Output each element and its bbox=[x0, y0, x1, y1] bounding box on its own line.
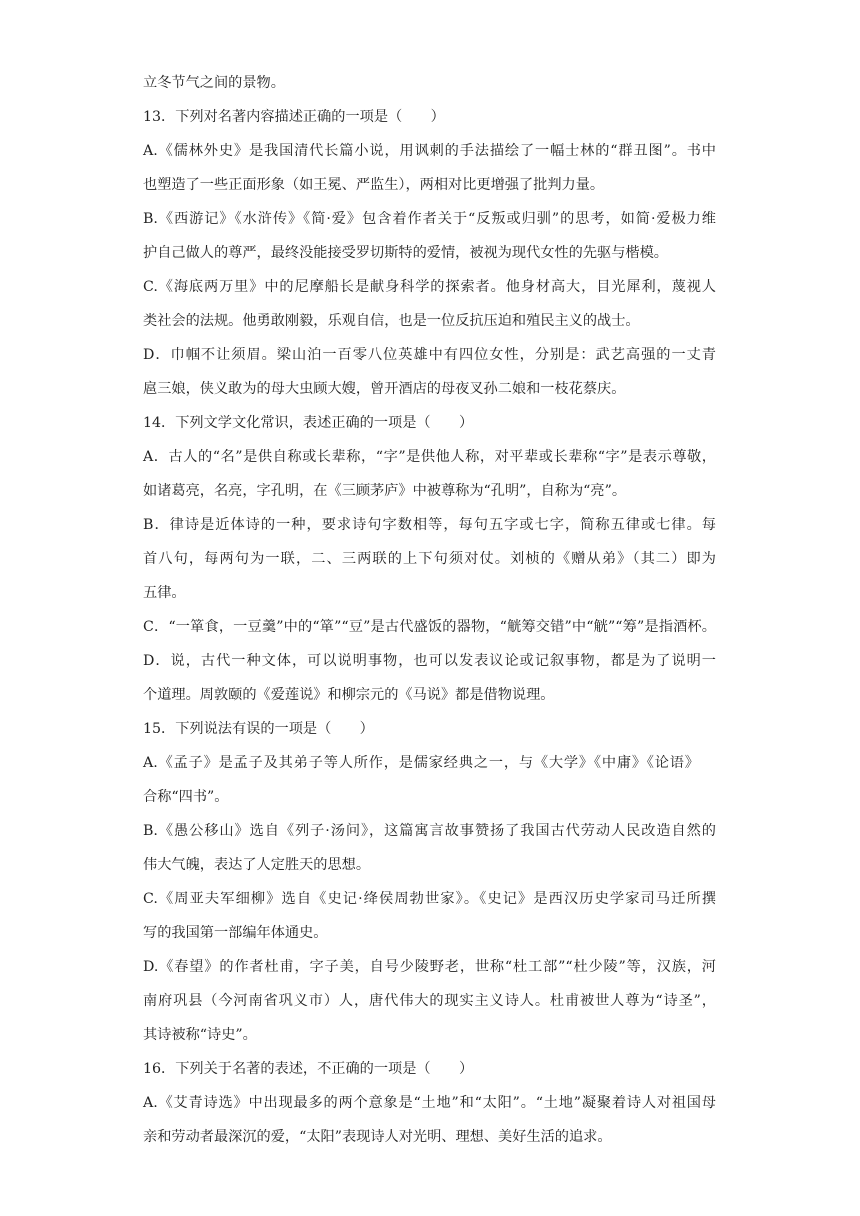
q14-option-c-line-1: C．“一箪食，一豆羹”中的“箪”“豆”是古代盛饭的器物，“觥筹交错”中“觥”“筹”是指酒杯。 bbox=[143, 619, 716, 635]
q15-option-c-line-2: 写的我国第一部编年体通史。 bbox=[143, 925, 328, 941]
q13-option-a-line-2: 也塑造了一些正面形象（如王冕、严监生），两相对比更增强了批判力量。 bbox=[143, 177, 605, 193]
q13-option-d-line-2: 扈三娘，侠义敢为的母大虫顾大嫂，曾开酒店的母夜叉孙二娘和一枝花蔡庆。 bbox=[143, 381, 626, 397]
q13-option-b-line-1: B.《西游记》《水浒传》《简·爱》包含着作者关于“反叛或归驯”的思考，如简·爱极力维 bbox=[143, 211, 716, 227]
q13-option-a-line-1: A.《儒林外史》是我国清代长篇小说，用讽刺的手法描绘了一幅士林的“群丑图”。书中 bbox=[143, 143, 716, 159]
question-15-stem: 15．下列说法有误的一项是（ ） bbox=[143, 721, 374, 737]
q14-option-b-line-1: B．律诗是近体诗的一种，要求诗句字数相等，每句五字或七字，简称五律或七律。每 bbox=[143, 517, 716, 533]
q15-option-b-line-1: B.《愚公移山》选自《列子·汤问》，这篇寓言故事赞扬了我国古代劳动人民改造自然的 bbox=[143, 823, 716, 839]
q15-option-a-line-1: A.《孟子》是孟子及其弟子等人所作，是儒家经典之一，与《大学》《中庸》《论语》 bbox=[143, 755, 699, 771]
q15-option-d-line-3: 其诗被称“诗史”。 bbox=[143, 1027, 257, 1043]
q13-option-b-line-2: 护自己做人的尊严，最终没能接受罗切斯特的爱情，被视为现代女性的先驱与楷模。 bbox=[143, 245, 668, 261]
q16-option-a-line-1: A.《艾青诗选》中出现最多的两个意象是“土地”和“太阳”。“土地”凝聚着诗人对祖国母 bbox=[143, 1095, 716, 1111]
q14-option-b-line-2: 首八句，每两句为一联，二、三两联的上下句须对仗。刘桢的《赠从弟》（其二）即为 bbox=[143, 551, 716, 567]
q13-option-c-line-2: 类社会的法规。他勇敢刚毅，乐观自信，也是一位反抗压迫和殖民主义的战士。 bbox=[143, 313, 640, 329]
q15-option-d-line-1: D.《春望》的作者杜甫，字子美，自号少陵野老，世称“杜工部”“杜少陵”等，汉族，河 bbox=[143, 959, 716, 975]
question-14-stem: 14．下列文学文化常识，表述正确的一项是（ ） bbox=[143, 415, 474, 431]
q14-option-a-line-2: 如诸葛亮，名亮，字孔明，在《三顾茅庐》中被尊称为“孔明”，自称为“亮”。 bbox=[143, 483, 627, 499]
question-16-stem: 16．下列关于名著的表述，不正确的一项是（ ） bbox=[143, 1061, 474, 1077]
question-13-stem: 13．下列对名著内容描述正确的一项是（ ） bbox=[143, 109, 445, 125]
q15-option-b-line-2: 伟大气魄，表达了人定胜天的思想。 bbox=[143, 857, 371, 873]
q14-option-b-line-3: 五律。 bbox=[143, 585, 186, 601]
q15-option-d-line-2: 南府巩县（今河南省巩义市）人，唐代伟大的现实主义诗人。杜甫被世人尊为“诗圣”， bbox=[143, 993, 716, 1009]
q15-option-c-line-1: C.《周亚夫军细柳》选自《史记·绛侯周勃世家》。《史记》是西汉历史学家司马迁所撰 bbox=[143, 891, 716, 907]
q16-option-a-line-2: 亲和劳动者最深沉的爱，“太阳”表现诗人对光明、理想、美好生活的追求。 bbox=[143, 1129, 612, 1145]
q14-option-d-line-2: 个道理。周敦颐的《爱莲说》和柳宗元的《马说》都是借物说理。 bbox=[143, 687, 555, 703]
q14-option-a-line-1: A．古人的“名”是供自称或长辈称，“字”是供他人称，对平辈或长辈称“字”是表示尊敬， bbox=[143, 449, 716, 465]
q13-option-c-line-1: C.《海底两万里》中的尼摩船长是献身科学的探索者。他身材高大，目光犀利，蔑视人 bbox=[143, 279, 716, 295]
q13-option-d-line-1: D．巾帼不让须眉。梁山泊一百零八位英雄中有四位女性，分别是：武艺高强的一丈青 bbox=[143, 347, 716, 363]
continued-text: 立冬节气之间的景物。 bbox=[143, 75, 285, 91]
q14-option-d-line-1: D．说，古代一种文体，可以说明事物，也可以发表议论或记叙事物，都是为了说明一 bbox=[143, 653, 716, 669]
q15-option-a-line-2: 合称“四书”。 bbox=[143, 789, 229, 805]
